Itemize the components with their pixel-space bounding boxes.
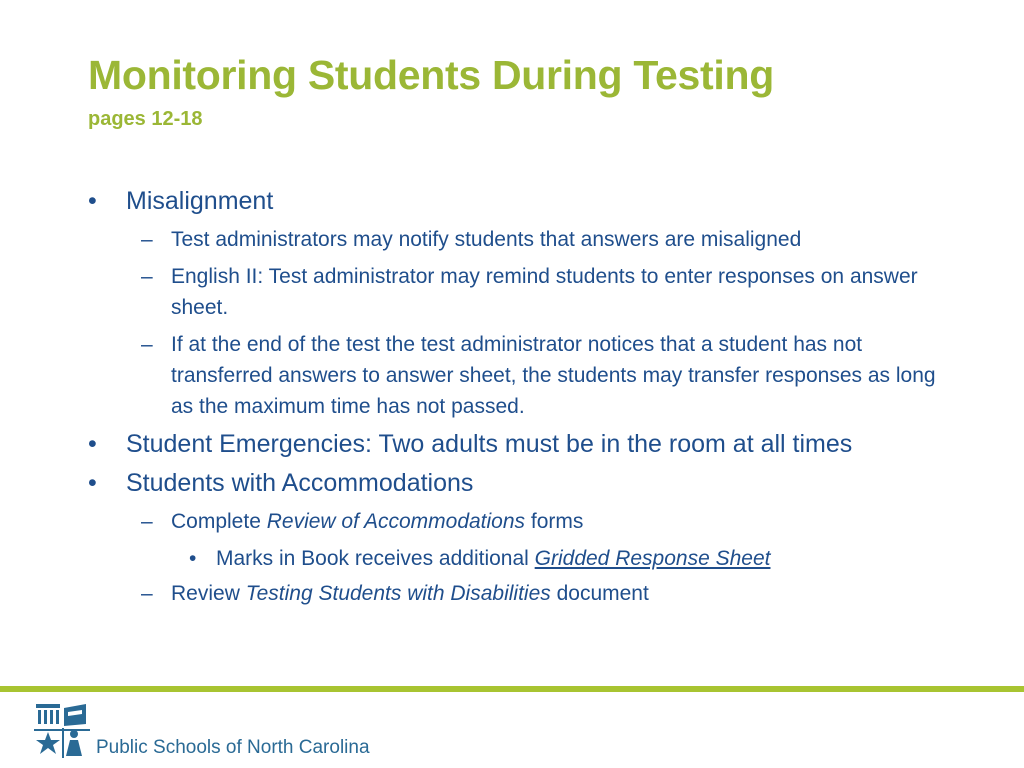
- sub-bullet-review-accommodations: [0, 506, 1024, 537]
- dash-marker: –: [141, 582, 153, 605]
- form-title: Review of Accommodations: [266, 510, 526, 533]
- sub-bullet-testing-disabilities: [0, 578, 1024, 609]
- bullet-text: Misalignment: [126, 187, 274, 215]
- bullet-accommodations: [0, 467, 1024, 500]
- dash-marker: –: [141, 510, 153, 533]
- bullet-text: Student Emergencies: Two adults must be in the room at all times: [126, 430, 853, 458]
- nc-dpi-logo-icon: [34, 702, 90, 760]
- gridded-response-sheet-link[interactable]: Gridded Response Sheet: [534, 547, 771, 570]
- sub-bullet-prefix: Complete: [171, 510, 267, 533]
- bullet-marker: •: [88, 430, 97, 458]
- document-title: Testing Students with Disabilities: [245, 582, 551, 605]
- bullet-marker: •: [88, 469, 97, 497]
- bullet-marker: •: [189, 547, 197, 570]
- bullet-text: Students with Accommodations: [126, 469, 474, 497]
- sub-bullet-prefix: Review: [171, 582, 246, 605]
- sub-sub-bullet-prefix: Marks in Book receives additional: [216, 547, 535, 570]
- sub-bullet-english-ii: [0, 261, 1024, 323]
- sub-bullet-text: If at the end of the test the test administrator notices that a student has not transferred answers to answer sheet, the students may transfer responses as long as the maximum time has not passed.: [171, 333, 936, 418]
- bullet-student-emergencies: [0, 428, 1024, 461]
- slide-subtitle: pages 12-18: [88, 108, 203, 130]
- org-name: Public Schools of North Carolina: [96, 737, 370, 758]
- dash-marker: –: [141, 333, 153, 356]
- sub-bullet-suffix: document: [550, 582, 649, 605]
- sub-bullet-suffix: forms: [525, 510, 584, 533]
- footer-divider: [0, 686, 1024, 692]
- sub-bullet-misaligned-notify: [0, 224, 1024, 255]
- sub-bullet-text: Test administrators may notify students that answers are misaligned: [171, 228, 802, 251]
- sub-sub-bullet-gridded: [0, 543, 1024, 574]
- bullet-misalignment: [0, 185, 1024, 218]
- sub-bullet-text: English II: Test administrator may remind students to enter responses on answer sheet.: [171, 265, 918, 319]
- sub-bullet-end-of-test: [0, 329, 1024, 422]
- slide-content: [0, 185, 1024, 615]
- bullet-marker: •: [88, 187, 97, 215]
- dash-marker: –: [141, 265, 153, 288]
- slide-title: Monitoring Students During Testing: [88, 52, 774, 98]
- dash-marker: –: [141, 228, 153, 251]
